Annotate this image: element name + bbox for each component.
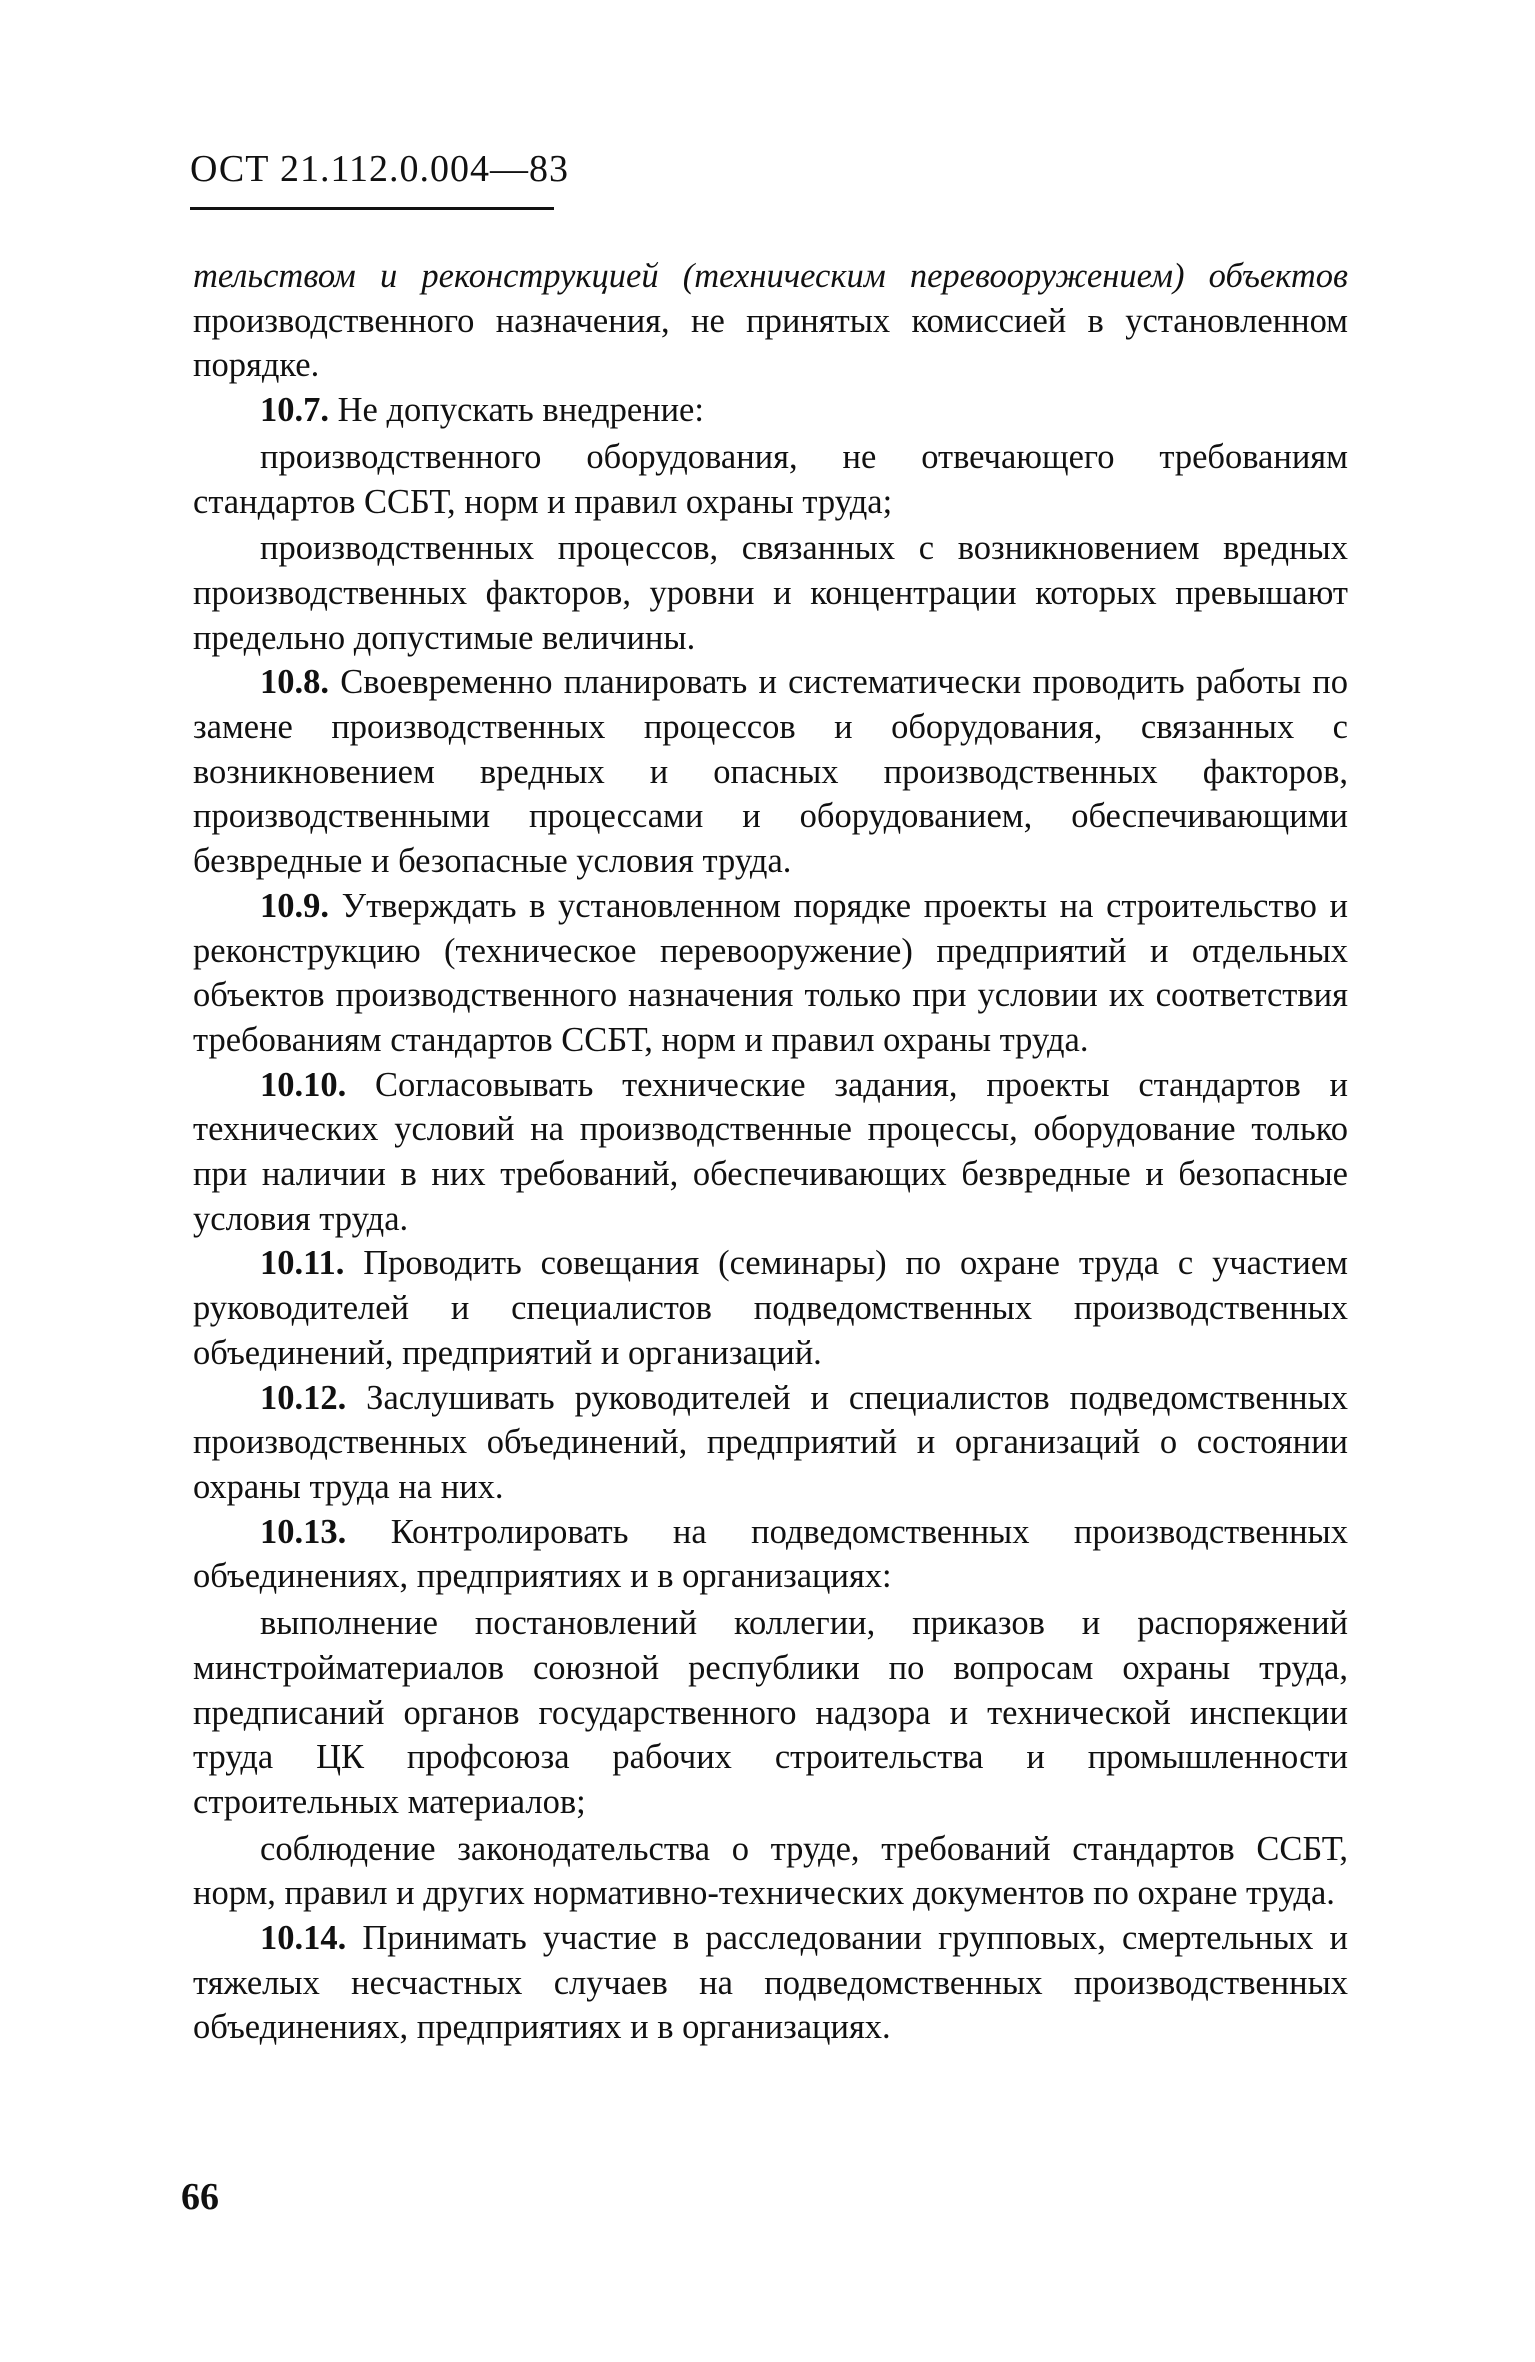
item-10-10 (193, 1063, 1348, 1242)
item-text: Контролировать на подведомственных производственных объединениях, предприятиях и в организациях: (193, 1512, 1348, 1596)
item-number: 10.10. (260, 1065, 347, 1104)
item-number: 10.12. (260, 1378, 347, 1417)
item-number: 10.11. (260, 1244, 345, 1283)
item-text: Принимать участие в расследовании групповых, смертельных и тяжелых несчастных случаев на подведомственных производственных объединениях, предприятиях и в организациях. (193, 1919, 1348, 2047)
item-number: 10.14. (260, 1919, 347, 1958)
item-number: 10.13. (260, 1512, 347, 1551)
subitem: производственных процессов, связанных с возникновением вредных производственных факторов, уровни и концентрации которых превышают предельно допустимые величины. (193, 529, 1348, 657)
item-10-9 (193, 884, 1348, 1063)
header-rule (190, 207, 554, 210)
item-number: 10.8. (260, 663, 329, 702)
item-10-13 (193, 1510, 1348, 1599)
document-header: ОСТ 21.112.0.004—83 (190, 148, 570, 190)
item-10-7 (193, 388, 1348, 433)
continuation-text: производственного назначения, не принятых комиссией в установленном порядке. (193, 301, 1348, 385)
item-text: Заслушивать руководителей и специалистов подведомственных производственных объединений, предприятий и организаций о состоянии охраны труда на них. (193, 1378, 1348, 1506)
item-text: Проводить совещания (семинары) по охране труда с участием руководителей и специалистов подведомственных производственных объединений, предприятий и организаций. (193, 1244, 1348, 1372)
item-text: Своевременно планировать и систематически проводить работы по замене производственных процессов и оборудования, связанных с возникновением вредных и опасных производственных факторов, производственными процессами и оборудованием, обеспечивающими безвредные и безопасные условия труда. (193, 663, 1348, 881)
item-10-12 (193, 1376, 1348, 1510)
continuation-paragraph (193, 254, 1348, 388)
item-text: Не допускать внедрение: (329, 391, 704, 430)
item-text: Согласовывать технические задания, проекты стандартов и технических условий на производственные процессы, оборудование только при наличии в них требований, обеспечивающих безвредные и безопасные условия труда. (193, 1065, 1348, 1238)
item-number: 10.9. (260, 886, 329, 925)
subitem: выполнение постановлений коллегии, приказов и распоряжений минстройматериалов союзной республики по вопросам охраны труда, предписаний органов государственного надзора и технической инспекции труда ЦК профсоюза рабочих строительства и промышленности строительных материалов; (193, 1604, 1348, 1821)
item-text: Утверждать в установленном порядке проекты на строительство и реконструкцию (техническое перевооружение) предприятий и отдельных объектов производственного назначения только при условии их соответствия требованиям стандартов ССБТ, норм и правил охраны труда. (193, 886, 1348, 1059)
subitem: соблюдение законодательства о труде, требований стандартов ССБТ, норм, правил и других нормативно-технических документов по охране труда. (193, 1829, 1348, 1913)
continuation-italic: тельством и реконструкцией (техническим перевооружением) объектов (193, 257, 1348, 295)
page-body (193, 254, 1348, 2050)
item-10-11 (193, 1241, 1348, 1375)
page-number: 66 (181, 2176, 219, 2218)
item-10-14 (193, 1916, 1348, 2050)
item-number: 10.7. (260, 391, 329, 430)
item-10-8 (193, 660, 1348, 884)
subitem: производственного оборудования, не отвечающего требованиям стандартов ССБТ, норм и правил охраны труда; (193, 437, 1348, 521)
